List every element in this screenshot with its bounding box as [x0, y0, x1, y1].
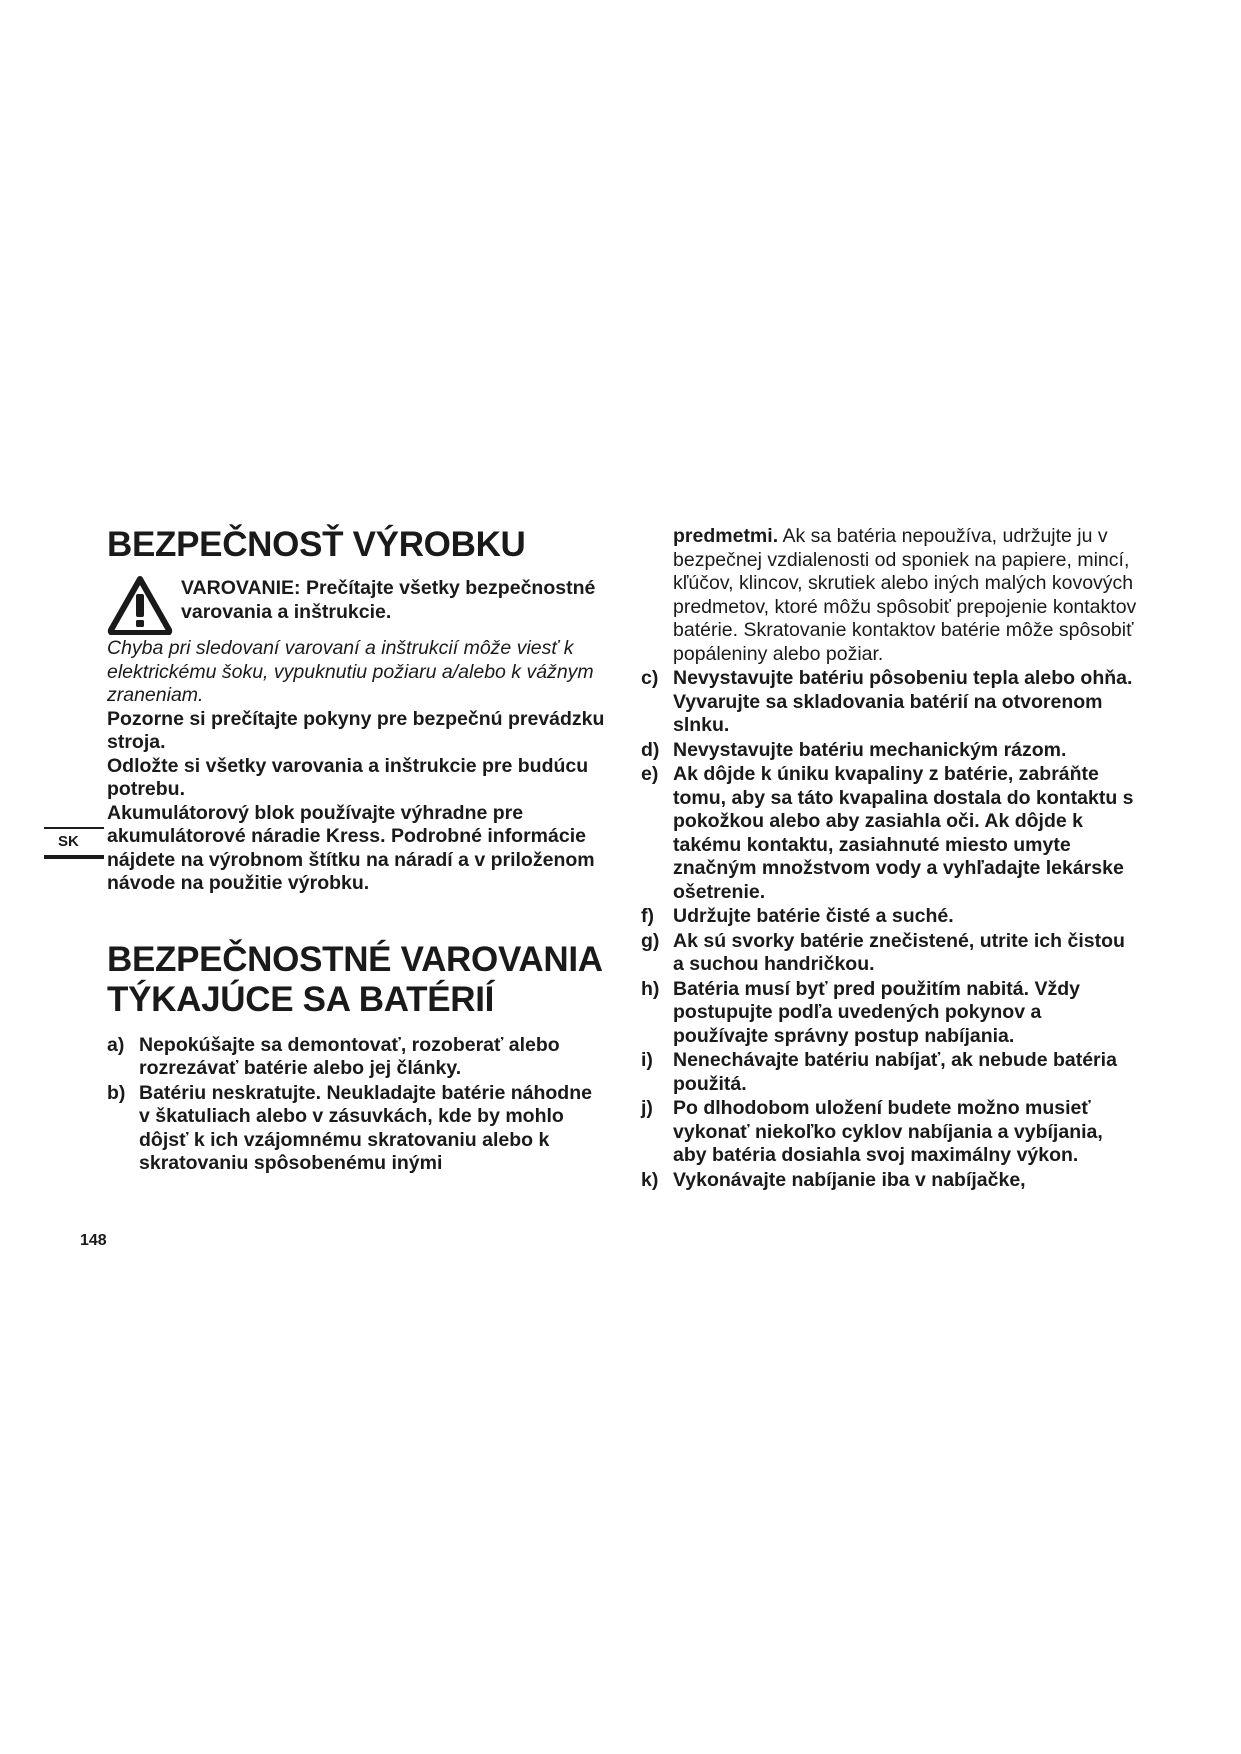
list-marker: a)	[107, 1033, 125, 1056]
warning-block	[107, 577, 607, 637]
right-column	[641, 525, 1141, 1193]
language-code: SK	[58, 833, 79, 850]
warning-text: Chyba pri sledovaní varovaní a inštrukcií môže viesť k elektrickému šoku, vypuknutiu požiaru a/alebo k vážnym zraneniam.	[107, 637, 594, 706]
continuation-text: Ak sa batéria nepoužíva, udržujte ju v bezpečnej vzdialenosti od sponiek na papiere, mincí, kľúčov, klincov, skrutiek alebo iných malých kovových predmetov, ktoré môžu spôsobiť prepojenie kontaktov batérie. Skratovanie kontaktov batérie môže spôsobiť popáleniny alebo požiar.	[673, 525, 1137, 665]
list-item	[641, 1097, 1141, 1168]
list-item	[641, 905, 1141, 929]
list-text: Po dlhodobom uložení budete možno musieť vykonať niekoľko cyklov nabíjania a vybíjania, aby batéria dosiahla svoj maximálny výkon.	[673, 1097, 1103, 1166]
list-marker: k)	[641, 1168, 659, 1191]
language-tab	[44, 827, 104, 857]
list-marker: j)	[641, 1097, 653, 1119]
paragraph-read-instructions: Pozorne si prečítajte pokyny pre bezpečnú prevádzku stroja.	[107, 707, 605, 753]
list-marker: d)	[641, 738, 660, 761]
list-item	[107, 1082, 607, 1176]
divider	[44, 827, 104, 829]
list-text: Udržujte batérie čisté a suché.	[673, 905, 954, 927]
list-item	[641, 1169, 1141, 1193]
section-title-battery-warnings: BEZPEČNOSTNÉ VAROVANIA TÝKAJÚCE SA BATÉRIÍ	[107, 939, 602, 1019]
list-item	[641, 739, 1141, 763]
list-text: Batériu neskratujte. Neukladajte batérie náhodne v škatuliach alebo v zásuvkách, kde by mohlo dôjsť k ich vzájomnému skratovaniu alebo k skratovaniu spôsobenému inými	[139, 1081, 592, 1174]
list-item	[641, 930, 1141, 977]
list-marker: c)	[641, 667, 659, 689]
continuation-bold: predmetmi.	[673, 525, 779, 547]
list-item	[641, 978, 1141, 1049]
left-column	[107, 525, 607, 1177]
list-text: Ak dôjde k úniku kvapaliny z batérie, zabráňte tomu, aby sa táto kvapalina dostala do kontaktu s pokožkou alebo aby zasiahla oči. Ak dôjde k takému kontaktu, zasiahnuté miesto umyte značným množstvom vody a vyhľadajte lekárske ošetrenie.	[673, 763, 1134, 903]
list-item	[641, 763, 1141, 904]
list-item	[641, 667, 1141, 738]
page-number: 148	[80, 1232, 107, 1249]
list-marker: f)	[641, 905, 654, 927]
battery-warning-list-right	[641, 667, 1141, 1192]
list-marker: i)	[641, 1049, 653, 1071]
list-marker: b)	[107, 1081, 126, 1104]
paragraph-battery-usage: Akumulátorový blok používajte výhradne pre akumulátorové náradie Kress. Podrobné informácie nájdete na výrobnom štítku na náradí a v priloženom návode na použitie výrobku.	[107, 801, 595, 894]
list-text: Vykonávajte nabíjanie iba v nabíjačke,	[673, 1168, 1026, 1191]
list-text: Ak sú svorky batérie znečistené, utrite ich čistou a suchou handričkou.	[673, 929, 1125, 975]
warning-label: VAROVANIE: Prečítajte všetky bezpečnostné varovania a inštrukcie.	[181, 577, 596, 623]
list-text: Nenechávajte batériu nabíjať, ak nebude batéria použitá.	[673, 1049, 1117, 1095]
list-text: Nevystavujte batériu pôsobeniu tepla alebo ohňa. Vyvarujte sa skladovania batérií na otvorenom slnku.	[673, 667, 1133, 736]
battery-warning-list-left	[107, 1034, 607, 1176]
section-title-product-safety: BEZPEČNOSŤ VÝROBKU	[107, 525, 526, 564]
list-text: Nepokúšajte sa demontovať, rozoberať alebo rozrezávať batérie alebo jej články.	[139, 1033, 560, 1079]
list-marker: e)	[641, 763, 659, 785]
divider	[44, 855, 104, 859]
list-text: Batéria musí byť pred použitím nabitá. Vždy postupujte podľa uvedených pokynov a používajte správny postup nabíjania.	[673, 977, 1080, 1047]
warning-triangle-icon	[107, 575, 173, 635]
list-item	[107, 1034, 607, 1081]
list-marker: h)	[641, 977, 660, 1000]
list-text: Nevystavujte batériu mechanickým rázom.	[673, 738, 1067, 761]
list-marker: g)	[641, 929, 660, 952]
paragraph-keep-instructions: Odložte si všetky varovania a inštrukcie pre budúcu potrebu.	[107, 754, 589, 800]
list-item	[641, 1049, 1141, 1096]
list-item-b-continuation	[641, 525, 1141, 666]
